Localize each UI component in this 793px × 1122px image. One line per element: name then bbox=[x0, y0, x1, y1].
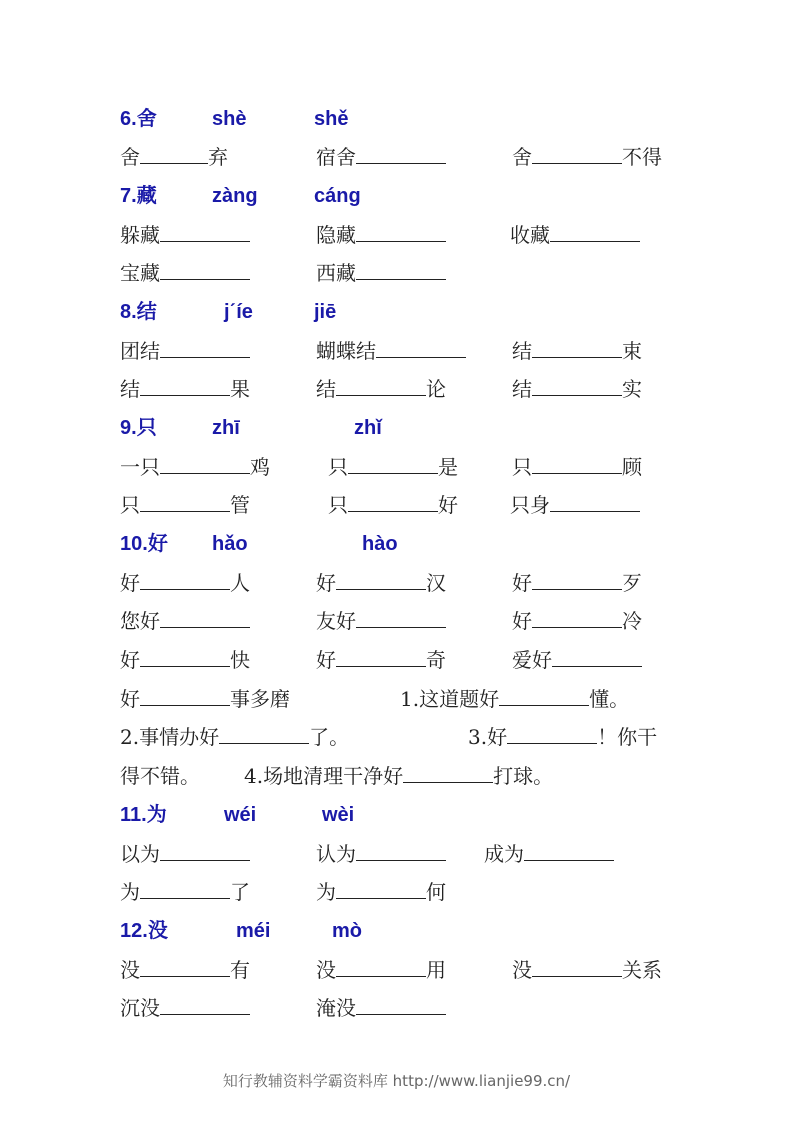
answer-blank[interactable] bbox=[160, 994, 250, 1015]
reading-2: zhǐ bbox=[354, 417, 382, 439]
answer-blank[interactable] bbox=[507, 723, 597, 744]
answer-blank[interactable] bbox=[550, 221, 640, 242]
answer-blank[interactable] bbox=[336, 646, 426, 667]
reading-1: shè bbox=[212, 108, 247, 130]
answer-blank[interactable] bbox=[356, 221, 446, 242]
answer-blank[interactable] bbox=[524, 840, 614, 861]
reading-2: cáng bbox=[314, 185, 361, 207]
answer-blank[interactable] bbox=[532, 569, 622, 590]
answer-blank[interactable] bbox=[336, 956, 426, 977]
answer-blank[interactable] bbox=[140, 685, 230, 706]
answer-blank[interactable] bbox=[356, 994, 446, 1015]
answer-blank[interactable] bbox=[550, 491, 640, 512]
answer-blank[interactable] bbox=[336, 878, 426, 899]
answer-blank[interactable] bbox=[140, 646, 230, 667]
reading-2: hào bbox=[362, 533, 398, 555]
answer-blank[interactable] bbox=[140, 143, 208, 164]
answer-blank[interactable] bbox=[532, 607, 622, 628]
answer-blank[interactable] bbox=[552, 646, 642, 667]
reading-1: wéi bbox=[224, 804, 257, 826]
answer-blank[interactable] bbox=[160, 453, 250, 474]
answer-blank[interactable] bbox=[499, 685, 589, 706]
answer-blank[interactable] bbox=[140, 956, 230, 977]
reading-1: zhī bbox=[212, 417, 240, 439]
answer-blank[interactable] bbox=[160, 221, 250, 242]
answer-blank[interactable] bbox=[532, 453, 622, 474]
answer-blank[interactable] bbox=[160, 337, 250, 358]
answer-blank[interactable] bbox=[140, 569, 230, 590]
answer-blank[interactable] bbox=[160, 259, 250, 280]
word-part: 舍 bbox=[120, 145, 140, 169]
word-part: 舍 bbox=[512, 145, 532, 169]
reading-1: hǎo bbox=[212, 533, 248, 555]
section-number: 6.舍 bbox=[120, 108, 157, 130]
reading-2: mò bbox=[332, 920, 362, 942]
answer-blank[interactable] bbox=[140, 491, 230, 512]
answer-blank[interactable] bbox=[160, 840, 250, 861]
reading-2: shě bbox=[314, 108, 349, 130]
answer-blank[interactable] bbox=[356, 607, 446, 628]
word-part: 得不错。 bbox=[120, 764, 200, 788]
answer-blank[interactable] bbox=[336, 375, 426, 396]
answer-blank[interactable] bbox=[348, 453, 438, 474]
reading-1: jˊíe bbox=[224, 301, 253, 323]
answer-blank[interactable] bbox=[532, 143, 622, 164]
answer-blank[interactable] bbox=[532, 337, 622, 358]
word-part: 宿舍 bbox=[316, 145, 356, 169]
answer-blank[interactable] bbox=[356, 143, 446, 164]
answer-blank[interactable] bbox=[532, 375, 622, 396]
worksheet-page: 6.舍 shè shě 舍 弃 宿舍 舍 不得 7.藏 zàng cáng 躲藏 隐藏 收藏 宝藏 西藏 8.结 jˊíe jiē 团结 蝴蝶结 结 束 结 果 结 论 结 实 9.只 zhī zhǐ 一只 鸡 只 是 只 顾 只 管 只 好 只身 10.好 hǎo hào 好 人 好 汉 好 歹 您好 友好 好 冷 好 快 好 奇 爱好 好 事多磨 1.这道题好 懂。 2.事情办好 了。 3.好 ！你干 得不错。 4.场地清理干净好 打球。 11.为 wéi wèi 以为 认为 成为 为 了 为 何 12.没 méi mò 没 有 没 用 没 关系 沉没 淹没 知行教辅资料学霸资料库 http://www.lianjie99.cn/ bbox=[0, 0, 793, 1122]
answer-blank[interactable] bbox=[219, 723, 309, 744]
reading-1: méi bbox=[236, 920, 271, 942]
word-part: 弃 bbox=[208, 145, 228, 169]
answer-blank[interactable] bbox=[160, 607, 250, 628]
answer-blank[interactable] bbox=[140, 878, 230, 899]
answer-blank[interactable] bbox=[140, 375, 230, 396]
answer-blank[interactable] bbox=[356, 840, 446, 861]
reading-2: jiē bbox=[314, 301, 337, 323]
answer-blank[interactable] bbox=[336, 569, 426, 590]
answer-blank[interactable] bbox=[348, 491, 438, 512]
answer-blank[interactable] bbox=[376, 337, 466, 358]
reading-2: wèi bbox=[322, 804, 355, 826]
answer-blank[interactable] bbox=[356, 259, 446, 280]
reading-1: zàng bbox=[212, 185, 258, 207]
answer-blank[interactable] bbox=[403, 762, 493, 783]
answer-blank[interactable] bbox=[532, 956, 622, 977]
word-part: 不得 bbox=[622, 145, 662, 169]
page-footer: 知行教辅资料学霸资料库 http://www.lianjie99.cn/ bbox=[222, 1072, 571, 1090]
